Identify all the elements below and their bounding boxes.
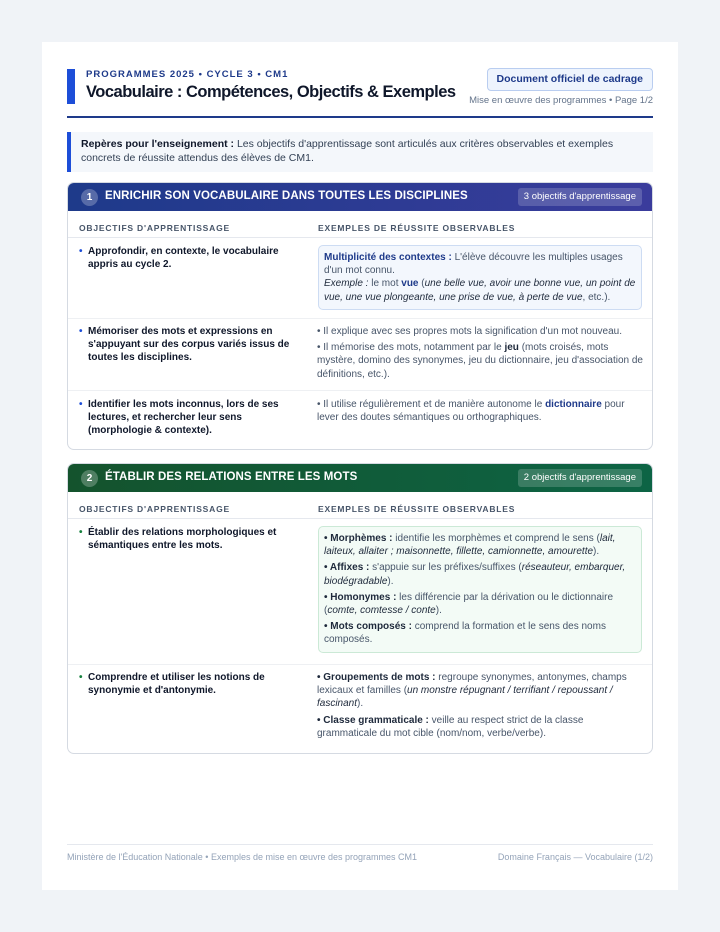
example-keyword: jeu: [504, 342, 519, 354]
example-pre: • Il utilise régulièrement et de manière autonome le: [317, 399, 546, 410]
section-number: 2: [81, 470, 98, 487]
example-text: [317, 325, 644, 381]
morphemes-list: lait, laiteux, allaiter ; maisonnette, fillette, camionnette, amourette: [324, 533, 616, 558]
example-keyword: dictionnaire: [545, 399, 602, 410]
teaching-callout: [67, 132, 653, 172]
column-headers: [68, 211, 652, 238]
objective-text: • Établir des relations morphologiques et sémantiques entre les mots.: [88, 526, 308, 552]
footer-right: Domaine Français — Vocabulaire (1/2): [497, 852, 653, 862]
callout-text: Les objectifs d'apprentissage sont articulés aux critères observables et exemples concrets de réussite attendus des élèves de CM1.: [81, 138, 614, 164]
homonyms-label: • Homonymes :: [324, 591, 397, 603]
example-text: [317, 671, 644, 740]
objective-text: • Comprendre et utiliser les notions de synonymie et d'antonymie.: [88, 671, 308, 697]
example-text: L'élève découvre les multiples usages d'un mot connu.: [324, 252, 623, 277]
footer-left: Ministère de l'Éducation Nationale • Exemples de mise en œuvre des programmes CM1: [67, 852, 418, 862]
affixes-text: s'appuie sur les préfixes/suffixes (: [369, 562, 522, 574]
callout-label: Repères pour l'enseignement :: [81, 138, 235, 150]
affixes-label: • Affixes :: [324, 562, 370, 574]
example-pre: le mot: [368, 278, 402, 290]
example-close: , etc.).: [582, 291, 611, 303]
section-number: 1: [81, 189, 98, 206]
compounds-label: • Mots composés :: [324, 621, 412, 633]
header-accent-bar: [67, 69, 75, 104]
section-title: ÉTABLIR DES RELATIONS ENTRE LES MOTS: [105, 471, 358, 483]
objectives-count-badge: 2 objectifs d'apprentissage: [518, 469, 642, 487]
objectives-column-header: OBJECTIFS D'APPRENTISSAGE: [79, 504, 230, 514]
objectives-column-header: OBJECTIFS D'APPRENTISSAGE: [79, 223, 230, 233]
document-page: [42, 42, 678, 890]
objectives-count-badge: 3 objectifs d'apprentissage: [518, 188, 642, 206]
example-post: pour lever des doutes sémantiques ou orthographiques.: [317, 399, 625, 424]
objective-text: • Identifier les mots inconnus, lors de ses lectures, et rechercher leur sens (morphologie & contexte).: [88, 398, 308, 438]
section-enrichir: [67, 182, 653, 450]
example-box: [318, 245, 642, 310]
page-footer: [67, 844, 653, 862]
table-row: [68, 665, 652, 753]
document-badge: Document officiel de cadrage: [487, 68, 653, 91]
morphemes-label: • Morphèmes :: [324, 533, 393, 544]
groups-list: un monstre répugnant / terrifiant / repoussant / fascinant: [317, 685, 613, 710]
affixes-close: ).: [387, 575, 394, 587]
affixes-list: réseauteur, embarquer, biodégradable: [324, 562, 626, 587]
table-row: [68, 519, 652, 665]
class-label: • Classe grammaticale :: [317, 714, 429, 726]
example-sublabel: Exemple :: [324, 278, 369, 290]
example-open: (: [418, 278, 425, 290]
header-kicker: PROGRAMMES 2025 • CYCLE 3 • CM1: [86, 69, 289, 80]
page-title: Vocabulaire : Compétences, Objectifs & Exemples: [86, 83, 456, 101]
section-header: [68, 183, 652, 211]
example-list: une belle vue, avoir une bonne vue, un point de vue, une vue plongeante, une prise de vue, à perte de vue: [324, 278, 636, 303]
homonyms-list: comte, comtesse / conte: [327, 605, 436, 617]
example-box: [318, 526, 642, 653]
examples-column-header: EXEMPLES DE RÉUSSITE OBSERVABLES: [318, 223, 516, 233]
objective-text: • Approfondir, en contexte, le vocabulaire appris au cycle 2.: [88, 245, 308, 271]
example-pre: • Il mémorise des mots, notamment par le: [317, 342, 505, 354]
example-line: • Il explique avec ses propres mots la signification d'un mot nouveau.: [317, 326, 623, 337]
example-keyword: vue: [401, 278, 419, 290]
table-row: [68, 319, 652, 391]
groups-text: regroupe synonymes, antonymes, champs lexicaux et familles (: [317, 672, 627, 697]
groups-label: • Groupements de mots :: [317, 672, 436, 683]
example-text: [317, 398, 644, 424]
table-row: [68, 238, 652, 319]
homonyms-close: ).: [435, 605, 442, 617]
section-header: [68, 464, 652, 492]
section-title: ENRICHIR SON VOCABULAIRE DANS TOUTES LES DISCIPLINES: [105, 190, 468, 202]
page-header: [67, 68, 653, 118]
examples-column-header: EXEMPLES DE RÉUSSITE OBSERVABLES: [318, 504, 516, 514]
example-post: (mots croisés, mots mystère, domino des synonymes, jeu du dictionnaire, jeu d'association de définitions, etc.).: [317, 342, 643, 380]
groups-close: ).: [357, 698, 364, 710]
example-label: Multiplicité des contextes :: [324, 252, 452, 263]
objective-text: • Mémoriser des mots et expressions en s'appuyant sur des corpus variés issus de toutes les disciplines.: [88, 325, 308, 365]
homonyms-text: les différencie par la dérivation ou le dictionnaire (: [324, 591, 614, 617]
page-meta: Mise en œuvre des programmes • Page 1/2: [469, 95, 653, 106]
table-row: [68, 391, 652, 449]
section-relations: [67, 463, 653, 754]
column-headers: [68, 492, 652, 519]
compounds-text: comprend la formation et le sens des noms composés.: [324, 621, 606, 646]
morphemes-close: ).: [593, 546, 600, 558]
morphemes-text: identifie les morphèmes et comprend le sens (: [392, 533, 600, 544]
class-text: veille au respect strict de la classe grammaticale du mot cible (nom/nom, verbe/verbe).: [317, 714, 584, 739]
